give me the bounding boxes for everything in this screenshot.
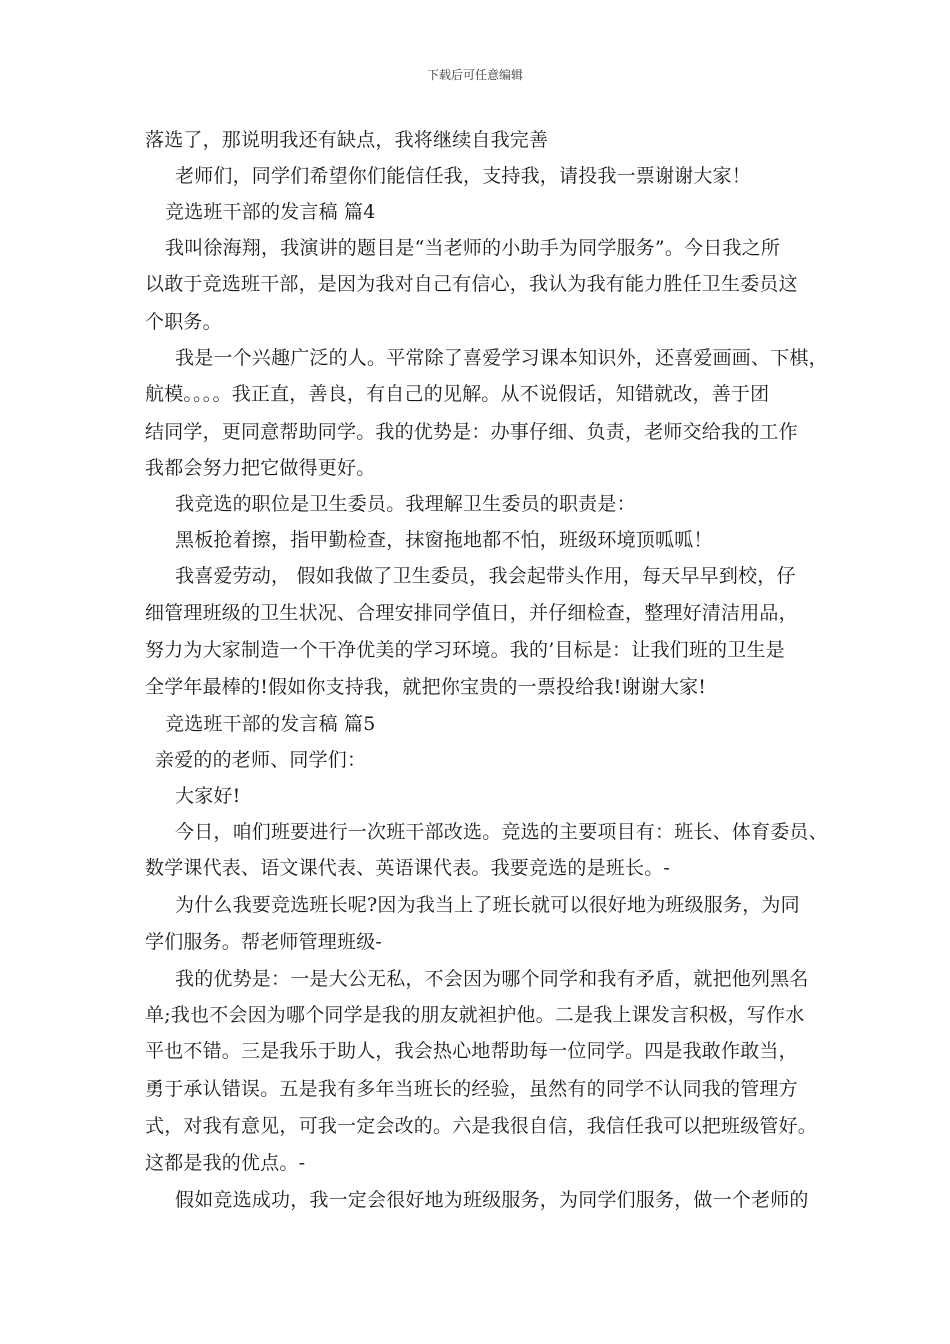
- text-line: 为什么我要竞选班长呢?因为我当上了班长就可以很好地为班级服务，为同: [175, 894, 800, 916]
- text-line: 平也不错。三是我乐于助人，我会热心地帮助每一位同学。四是我敢作敢当，: [145, 1040, 798, 1062]
- text-line: 个职务。: [145, 311, 222, 333]
- text-line: 勇于承认错误。五是我有多年当班长的经验，虽然有的同学不认同我的管理方: [145, 1078, 798, 1100]
- text-line: 细管理班级的卫生状况、合理安排同学值日，并仔细检查，整理好清洁用品，: [145, 602, 798, 624]
- text-line: 这都是我的优点。-: [145, 1152, 306, 1174]
- text-line: 大家好!: [175, 785, 241, 807]
- text-line: 我都会努力把它做得更好。: [145, 457, 376, 479]
- text-line: 数学课代表、语文课代表、英语课代表。我要竞选的是班长。-: [145, 857, 671, 879]
- text-line: 亲爱的的老师、同学们：: [155, 749, 367, 771]
- text-line: 落选了，那说明我还有缺点，我将继续自我完善: [145, 129, 549, 151]
- section-heading: 竞选班干部的发言稿 篇5: [165, 713, 376, 735]
- text-line: 今日，咱们班要进行一次班干部改选。竞选的主要项目有：班长、体育委员、: [175, 821, 828, 843]
- text-line: 式，对我有意见，可我一定会改的。六是我很自信，我信任我可以把班级管好。: [145, 1115, 818, 1137]
- text-line: 假如竞选成功，我一定会很好地为班级服务，为同学们服务，做一个老师的: [175, 1189, 809, 1211]
- text-line: 单;我也不会因为哪个同学是我的朋友就袒护他。二是我上课发言积极，写作水: [145, 1004, 805, 1026]
- text-line: 黑板抢着擦，指甲勤检查，抹窗拖地都不怕，班级环境顶呱呱！: [175, 529, 713, 551]
- text-line: 我喜爱劳动， 假如我做了卫生委员，我会起带头作用，每天早早到校，仔: [175, 565, 796, 587]
- text-line: 航模。。。。我正直，善良，有自己的见解。从不说假话，知错就改，善于团: [145, 383, 770, 405]
- text-line: 以敢于竞选班干部，是因为我对自己有信心，我认为我有能力胜任卫生委员这: [145, 273, 798, 295]
- text-line: 全学年最棒的!假如你支持我，就把你宝贵的一票投给我!谢谢大家!: [145, 676, 707, 698]
- text-line: 学们服务。帮老师管理班级-: [145, 931, 383, 953]
- text-line: 我是一个兴趣广泛的人。平常除了喜爱学习课本知识外，还喜爱画画、下棋，: [175, 347, 828, 369]
- page-header: 下载后可任意编辑: [426, 68, 523, 82]
- text-line: 结同学，更同意帮助同学。我的优势是：办事仔细、负责，老师交给我的工作: [145, 421, 798, 443]
- text-line: 我竞选的职位是卫生委员。我理解卫生委员的职责是：: [175, 493, 636, 515]
- text-line: 我叫徐海翔，我演讲的题目是“当老师的小助手为同学服务”。今日我之所: [165, 237, 781, 259]
- section-heading: 竞选班干部的发言稿 篇4: [165, 201, 376, 223]
- text-line: 努力为大家制造一个干净优美的学习环境。我的’目标是：让我们班的卫生是: [145, 639, 785, 661]
- text-line: 老师们，同学们希望你们能信任我，支持我，请投我一票谢谢大家！: [175, 165, 752, 187]
- text-line: 我的优势是：一是大公无私，不会因为哪个同学和我有矛盾，就把他列黑名: [175, 968, 809, 990]
